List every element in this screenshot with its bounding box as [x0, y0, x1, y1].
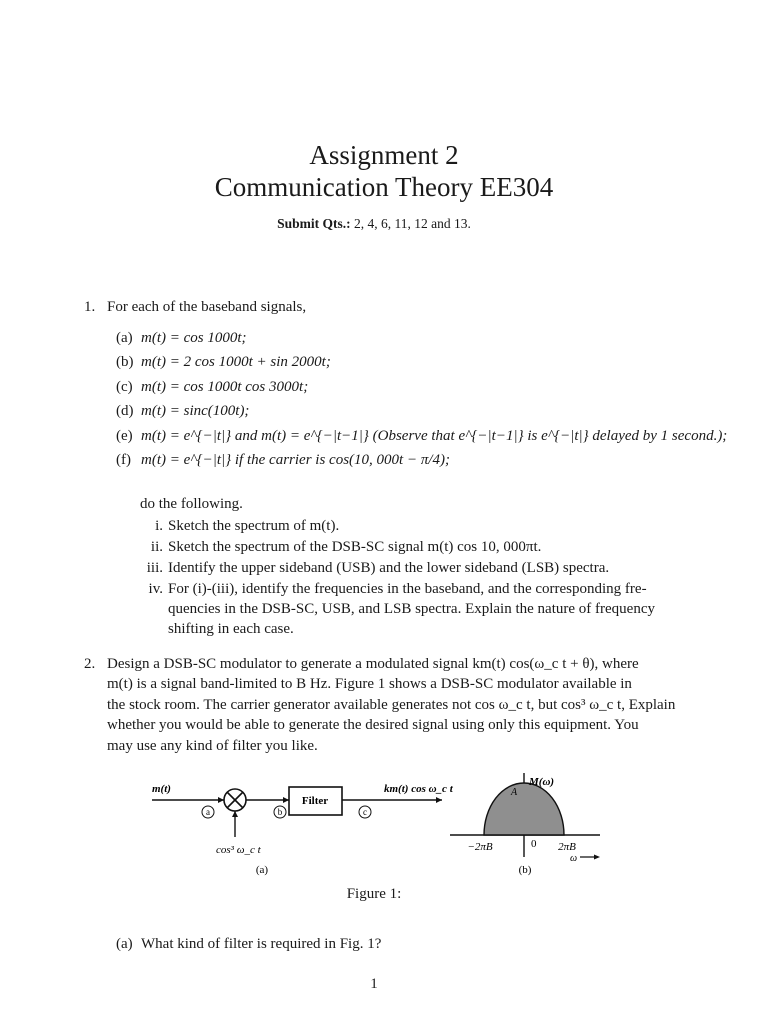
q1-task-line: Sketch the spectrum of m(t). — [168, 518, 340, 534]
q1-intro: For each of the baseband signals, — [107, 299, 307, 315]
fig-a-node-c: c — [363, 807, 367, 817]
q1-item-text: m(t) = sinc(100t); — [141, 403, 250, 420]
submit-label: Submit Qts.: — [277, 216, 351, 231]
q1-item-label: (b) — [116, 354, 134, 371]
q1-item-label: (d) — [116, 403, 134, 420]
fig-b-xlabel: ω — [570, 853, 578, 864]
q1-task-line: Identify the upper sideband (USB) and the lower sideband (LSB) spectra. — [168, 560, 610, 576]
q2-line: whether you would be able to generate the desired signal using only this equipment. You — [107, 717, 639, 734]
fig-a-carrier-label: cos³ ω_c t — [216, 844, 261, 856]
figure-caption: Figure 1: — [346, 886, 402, 902]
q1-item-label: (e) — [116, 427, 133, 444]
q2-number: 2. — [84, 656, 96, 672]
figure-a-block-diagram — [152, 783, 454, 876]
q1-do-following: do the following. — [140, 496, 243, 512]
q1-task-label: i. — [155, 518, 163, 534]
fig-a-input-label: m(t) — [152, 783, 171, 795]
page-number: 1 — [370, 976, 378, 992]
q2-line: m(t) is a signal band-limited to B Hz. Figure 1 shows a DSB-SC modulator available in — [107, 676, 632, 693]
q2-sub-a-text: What kind of filter is required in Fig. 1? — [141, 936, 382, 952]
fig-a-output-label: km(t) cos ω_c t — [384, 783, 453, 795]
figure-1 — [0, 755, 768, 885]
fig-b-left-label: −2πB — [467, 841, 493, 853]
fig-a-panel-label: (a) — [255, 864, 269, 876]
fig-a-node-a: a — [206, 807, 210, 817]
title-line-2: Communication Theory EE304 — [214, 172, 554, 202]
q1-item-text: m(t) = cos 1000t; — [141, 330, 247, 346]
fig-b-zero-label: 0 — [531, 838, 537, 850]
title-line-1: Assignment 2 — [309, 140, 459, 170]
submit-value: 2, 4, 6, 11, 12 and 13. — [354, 216, 471, 231]
q1-item-text: m(t) = e^{−|t|} if the carrier is cos(10, 000t − π/4); — [141, 452, 450, 468]
q1-item-label: (a) — [116, 330, 133, 346]
q2-line: Design a DSB-SC modulator to generate a modulated signal km(t) cos(ω_c t + θ), where — [107, 656, 639, 672]
q1-item-text: m(t) = e^{−|t|} and m(t) = e^{−|t−1|} (Observe that e^{−|t−1|} is e^{−|t|} delayed by 1 second.); — [141, 427, 728, 444]
q1-task-label: ii. — [150, 539, 163, 555]
fig-b-panel-label: (b) — [518, 864, 532, 876]
fig-b-right-label: 2πB — [558, 841, 576, 853]
q1-task-line: shifting in each case. — [168, 621, 294, 637]
fig-a-node-b: b — [277, 807, 283, 817]
figure-b-spectrum — [450, 773, 600, 876]
q2-line: may use any kind of filter you like. — [107, 737, 318, 754]
q1-item-label: (c) — [116, 378, 133, 395]
q2-sub-a-label: (a) — [116, 936, 133, 952]
q2-line: the stock room. The carrier generator available generates not cos ω_c t, but cos³ ω_c t, Explain — [107, 696, 676, 713]
q1-task-line: quencies in the DSB-SC, USB, and LSB spectra. Explain the nature of frequency — [168, 601, 655, 617]
fig-a-filter-label: Filter — [301, 795, 329, 807]
q1-number: 1. — [84, 299, 96, 315]
fig-b-peak-label: A — [511, 787, 518, 798]
spectrum-shape — [484, 783, 564, 835]
q1-task-line: Sketch the spectrum of the DSB-SC signal m(t) cos 10, 000πt. — [168, 539, 542, 555]
q1-item-text: m(t) = cos 1000t cos 3000t; — [141, 378, 309, 395]
q1-task-line: For (i)-(iii), identify the frequencies in the baseband, and the corresponding fre- — [168, 581, 647, 597]
q1-task-label: iii. — [146, 560, 163, 576]
submit-questions — [0, 216, 748, 232]
q1-item-label: (f) — [116, 452, 131, 468]
fig-b-ylabel: M(ω) — [529, 776, 555, 788]
q1-item-text: m(t) = 2 cos 1000t + sin 2000t; — [141, 354, 331, 371]
q1-task-label: iv. — [148, 581, 163, 597]
